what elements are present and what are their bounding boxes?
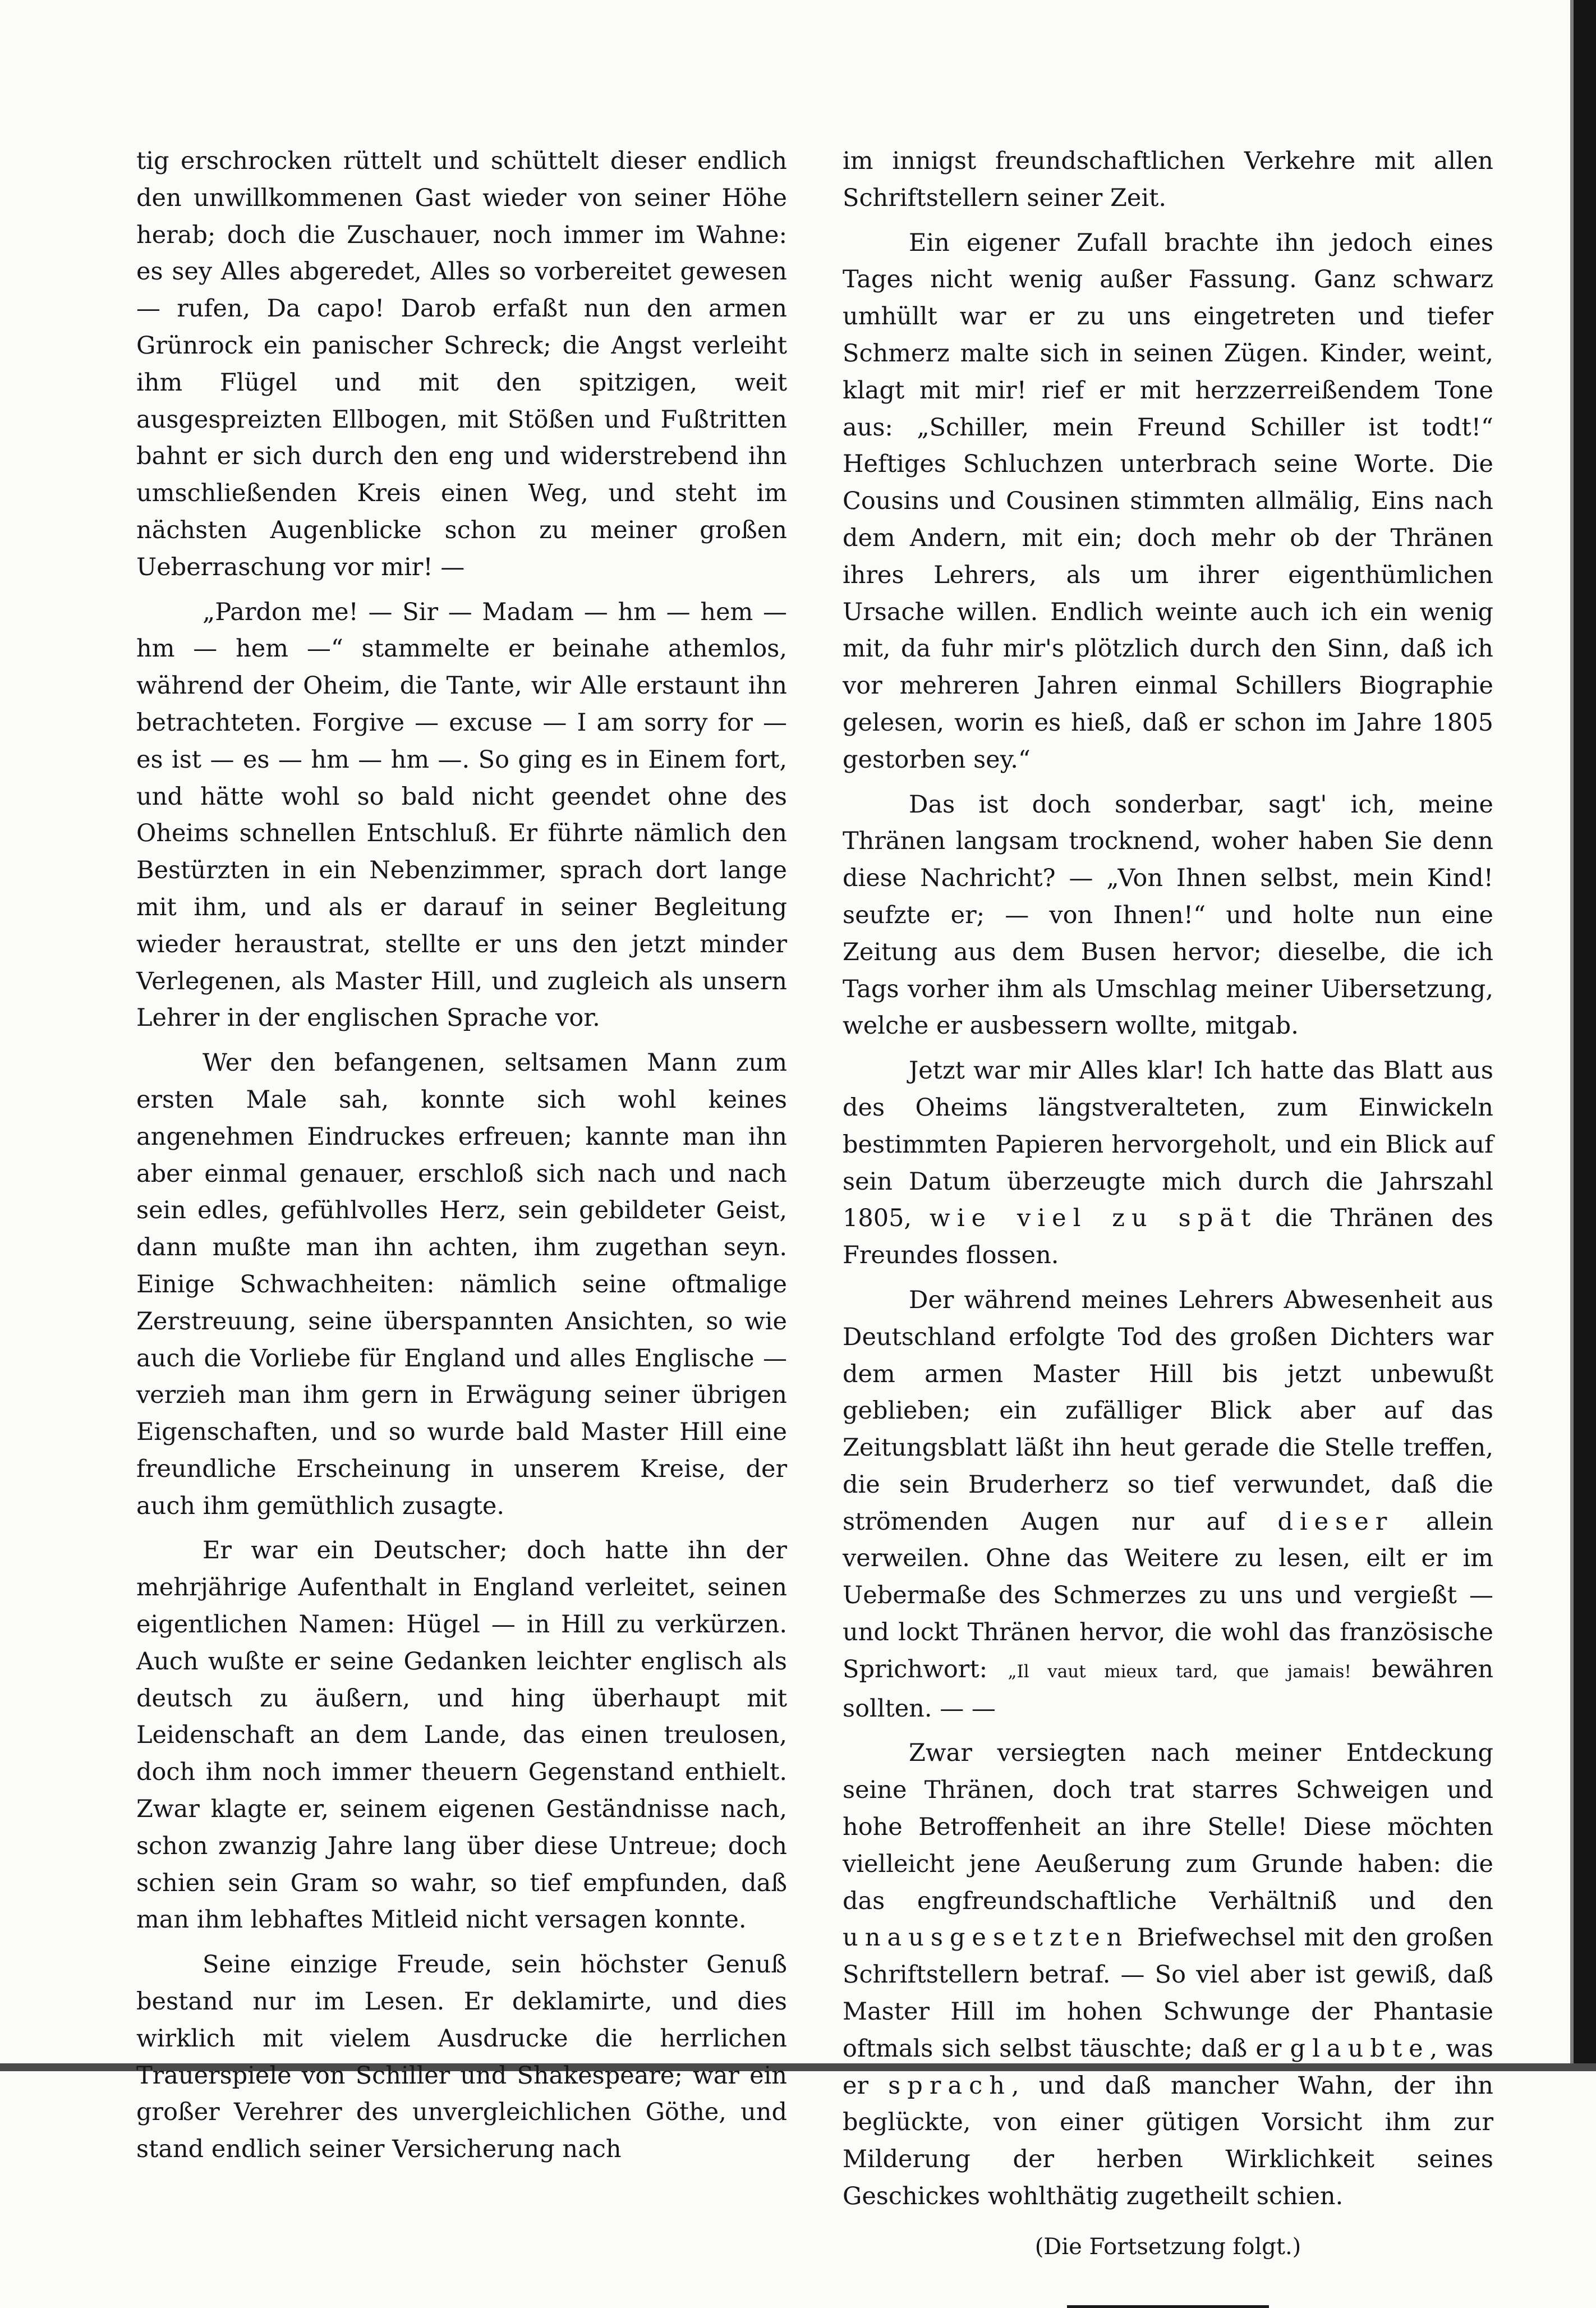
paragraph: tig erschrocken rüttelt und schüttelt dieser endlich den unwillkommenen Gast wieder von seiner Höhe herab; doch die Zuschauer, noch immer im Wahne: es sey Alles abgeredet, Alles so vorbereitet gewesen — rufen, Da capo! Darob erfaßt nun den armen Grünrock ein panischer Schreck; die Angst verleiht ihm Flügel und mit den spitzigen, weit ausgespreizten Ellbogen, mit Stößen und Fußtritten bahnt er sich durch den eng und widerstrebend ihn umschließenden Kreis einen Weg, und steht im nächsten Augenblicke schon zu meiner großen Ueberraschung vor mir! — xyxy=(136,147,787,581)
paragraph: Ein eigener Zufall brachte ihn jedoch eines Tages nicht wenig außer Fassung. Ganz schwarz umhüllt war er zu uns eingetreten und tiefer Schmerz malte sich in seinen Zügen. Kinder, weint, klagt mit mir! rief er mit herzzerreißendem Tone aus: „Schiller, mein Freund Schiller ist todt!“ Heftiges Schluchzen unterbrach seine Worte. Die Cousins und Cousinen stimmten allmälig, Eins nach dem Andern, mit ein; doch mehr ob der Thränen ihres Lehrers, als um ihrer eigenthümlichen Ursache willen. Endlich weinte auch ich ein wenig mit, da fuhr mir's plötzlich durch den Sinn, daß ich vor mehreren Jahren einmal Schillers Biographie gelesen, worin es hieß, daß er schon im Jahre 1805 gestorben sey.“ xyxy=(843,228,1493,774)
text-run: Der während meines Lehrers Abwesenheit aus Deutschland erfolgte Tod des großen Dichters war dem armen Master Hill bis jetzt unbewußt geblieben; ein zufälliger Blick aber auf das Zeitungsblatt läßt ihn heut gerade die Stelle treffen, die sein Bruderherz so tief verwundet, daß die strömenden Augen nur auf xyxy=(843,1286,1493,1536)
emphasized-text: sprach xyxy=(888,2071,1011,2100)
text-run: bewähren sollten. — — xyxy=(843,1655,1494,1723)
paragraph: Das ist doch sonderbar, sagt' ich, meine Thränen langsam trocknend, woher haben Sie denn diese Nachricht? — „Von Ihnen selbst, mein Kind! seufzte er; — von Ihnen!“ und holte nun eine Zeitung aus dem Busen hervor; dieselbe, die ich Tags vorher ihm als Umschlag meiner Uibersetzung, welche er ausbessern wollte, mitgab. xyxy=(843,790,1493,1040)
scan-border-right xyxy=(1574,0,1596,2071)
text-run: Jetzt war mir Alles klar! Ich hatte das Blatt aus des Oheims längstveralteten, zum Einwickeln bestimmten Papieren hervorgeholt, und ein Blick auf sein Datum überzeugte mich durch die Jahrszahl 1805, xyxy=(843,1057,1493,1233)
paragraph: „Pardon me! — Sir — Madam — hm — hem — hm — hem —“ stammelte er beinahe athemlos, während der Oheim, die Tante, wir Alle erstaunt ihn betrachteten. Forgive — excuse — I am sorry for — es ist — es — hm — hm —. So ging es in Einem fort, und hätte wohl so bald nicht geendet ohne des Oheims schnellen Entschluß. Er führte nämlich den Bestürzten in ein Nebenzimmer, sprach dort lange mit ihm, und als er darauf in seiner Begleitung wieder heraustrat, stellte er uns den jetzt minder Verlegenen, als Master Hill, und zugleich als unsern Lehrer in der englischen Sprache vor. xyxy=(136,598,787,1033)
emphasized-text: glaubte xyxy=(1290,2034,1430,2063)
french-quote: „Il vaut mieux tard, que jamais! xyxy=(1008,1661,1351,1682)
left-text-column xyxy=(136,143,787,2168)
text-run: , was er xyxy=(843,2034,1493,2100)
text-run: , und daß mancher Wahn, der ihn beglückte, von einer gütigen Vorsicht ihm zur Milderung der herben Wirklichkeit seines Geschickes wohlthätig zugetheilt schien. xyxy=(843,2071,1494,2211)
paragraph: Seine einzige Freude, sein höchster Genuß bestand nur im Lesen. Er deklamirte, und dies wirklich mit vielem Ausdrucke die herrlichen Trauerspiele von Schiller und Shakespeare; war ein großer Verehrer des unvergleichlichen Göthe, und stand endlich seiner Versicherung nach xyxy=(136,1951,787,2164)
paragraph: im innigst freundschaftlichen Verkehre mit allen Schriftstellern seiner Zeit. xyxy=(843,147,1493,212)
paragraph: Er war ein Deutscher; doch hatte ihn der mehrjährige Aufenthalt in England verleitet, seinen eigentlichen Namen: Hügel — in Hill zu verkürzen. Auch wußte er seine Gedanken leichter englisch als deutsch zu äußern, und hing überhaupt mit Leidenschaft an dem Lande, das einen treulosen, doch ihm noch immer theuern Gegenstand enthielt. Zwar klagte er, seinem eigenen Geständnisse nach, schon zwanzig Jahre lang über diese Untreue; doch schien sein Gram so wahr, so tief empfunden, daß man ihm lebhaftes Mitleid nicht versagen konnte. xyxy=(136,1536,787,1934)
text-run: allein verweilen. Ohne das Weitere zu lesen, eilt er im Uebermaße des Schmerzes zu uns und vergießt — und lockt Thränen hervor, die wohl das französische Sprichwort: xyxy=(843,1507,1494,1683)
emphasized-text: unausgesetzten xyxy=(843,1924,1129,1952)
paragraph xyxy=(843,1053,1493,1274)
end-rule xyxy=(1067,2305,1269,2308)
paragraph: Wer den befangenen, seltsamen Mann zum ersten Male sah, konnte sich wohl keines angenehmen Eindruckes erfreuen; kannte man ihn aber einmal genauer, erschloß sich nach und nach sein edles, gefühlvolles Herz, sein gebildeter Geist, dann mußte man ihn achten, ihm zugethan seyn. Einige Schwachheiten: nämlich seine oftmalige Zerstreuung, seine überspannten Ansichten, so wie auch die Vorliebe für England und alles Englische — verzieh man ihm gern in Erwägung seiner übrigen Eigenschaften, und so wurde bald Master Hill eine freundliche Erscheinung in unserem Kreise, der auch ihm gemüthlich zusagte. xyxy=(136,1049,787,1520)
right-text-column xyxy=(843,143,1493,2308)
paragraph xyxy=(843,1735,1493,2215)
paragraph xyxy=(843,1282,1493,1728)
emphasized-text: wie viel zu spät xyxy=(929,1204,1258,1233)
text-run: die Thränen des Freundes flossen. xyxy=(843,1204,1493,1270)
text-run: Briefwechsel mit den großen Schriftstellern betraf. — So viel aber ist gewiß, daß Master Hill im hohen Schwunge der Phantasie oftmals sich selbst täuschte; daß er xyxy=(843,1924,1493,2063)
text-run: Zwar versiegten nach meiner Entdeckung seine Thränen, doch trat starres Schweigen und hohe Betroffenheit an ihre Stelle! Diese möchten vielleicht jene Aeußerung zum Grunde haben: die das engfreundschaftliche Verhältniß und den xyxy=(843,1739,1493,1915)
continuation-note: (Die Fortsetzung folgt.) xyxy=(1034,2233,1301,2260)
emphasized-text: dieser xyxy=(1277,1507,1394,1536)
